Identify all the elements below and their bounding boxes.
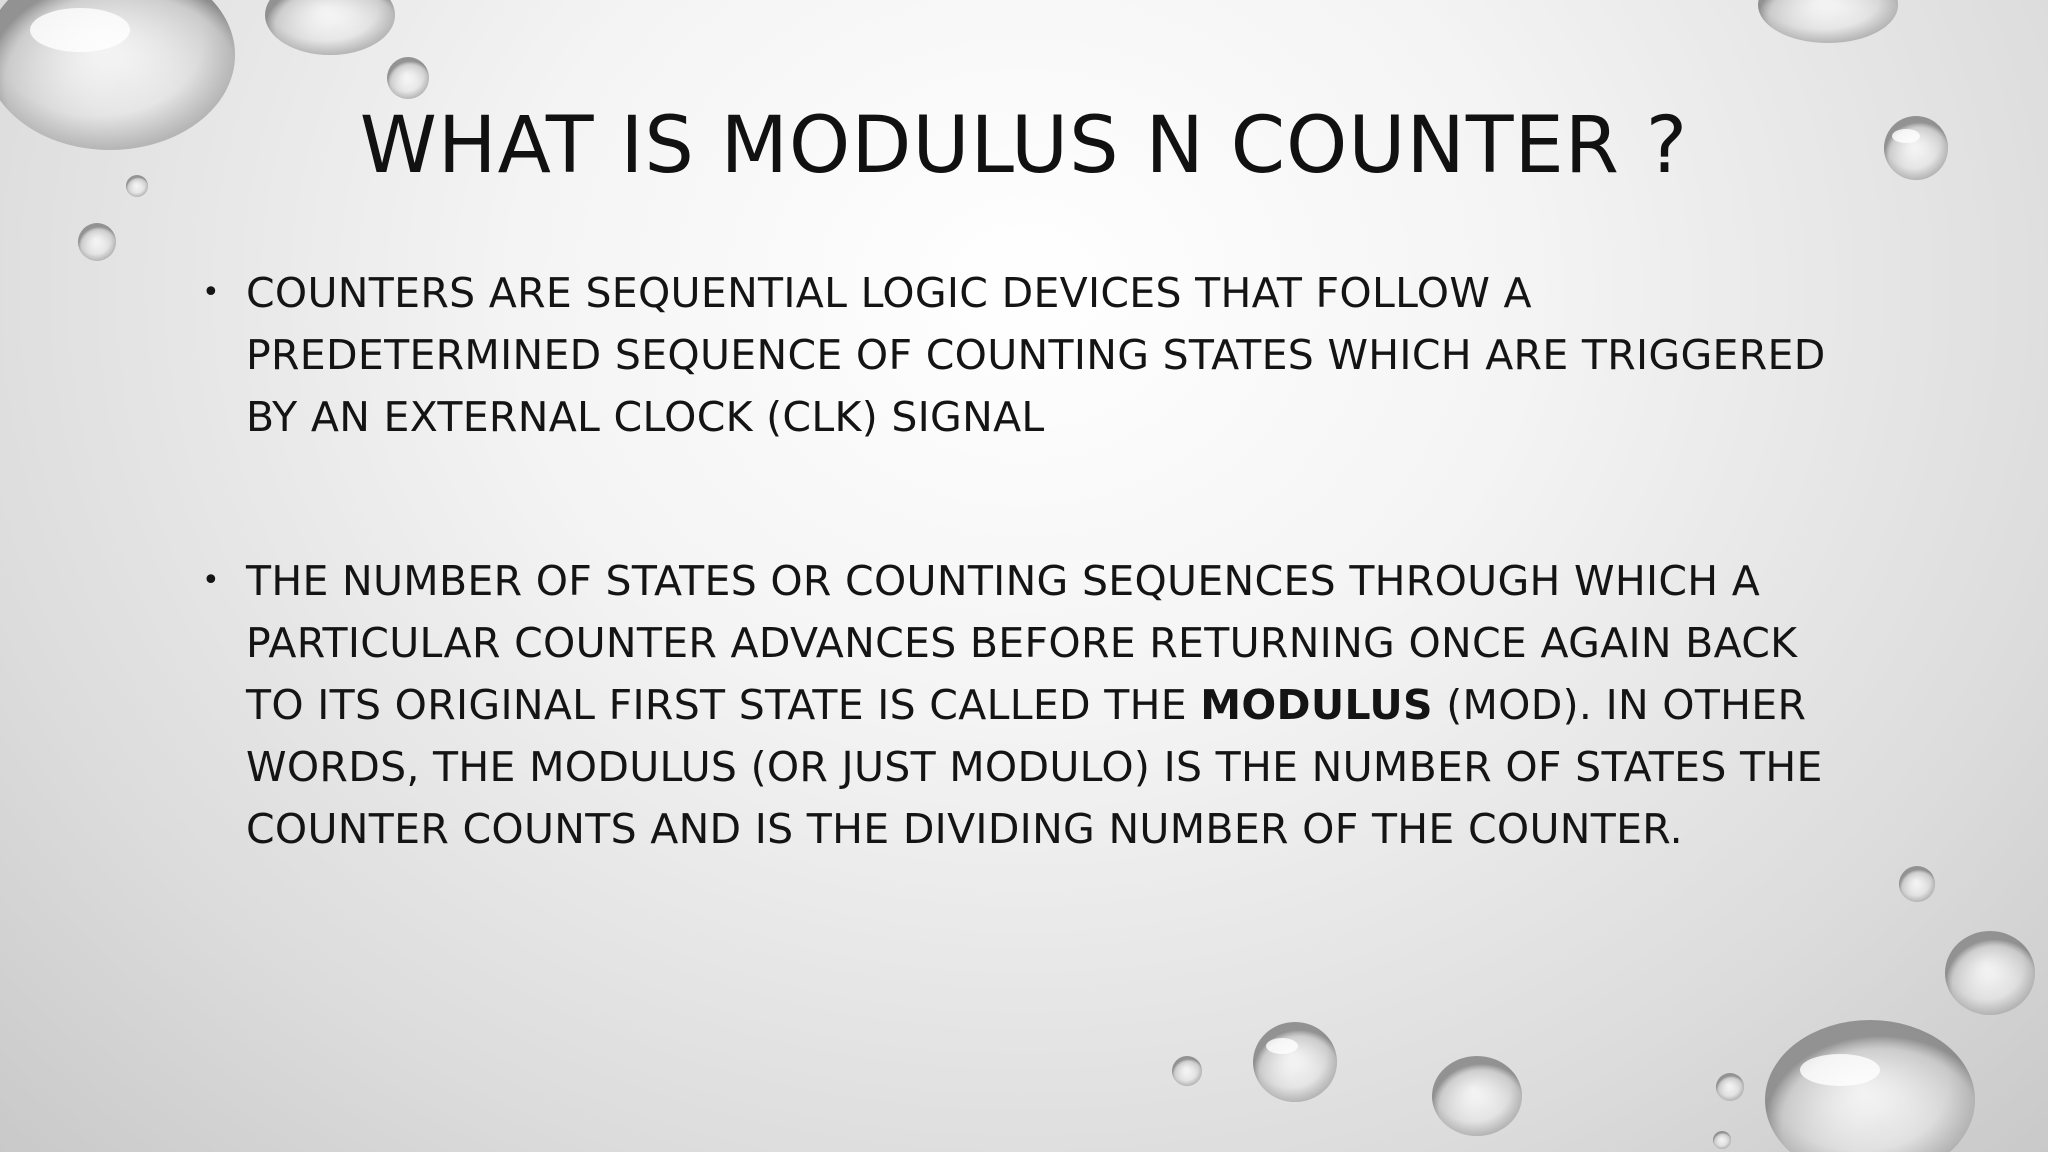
droplet-top-left-3 bbox=[387, 57, 429, 99]
bullet-item-modulus bbox=[200, 550, 1840, 860]
droplet-bottom-center-2 bbox=[1253, 1022, 1337, 1102]
droplet-bottom-right-1 bbox=[1899, 866, 1935, 902]
bullet-text-bold-term: MODULUS bbox=[1200, 681, 1433, 729]
droplet-top-left-2 bbox=[265, 0, 395, 55]
slide-title: WHAT IS MODULUS N COUNTER ? bbox=[359, 101, 1689, 191]
droplet-bottom-center-1 bbox=[1172, 1056, 1202, 1086]
droplet-bottom-right-4 bbox=[1716, 1073, 1744, 1101]
droplet-bottom-center-3 bbox=[1432, 1056, 1522, 1136]
bullet-marker: • bbox=[202, 275, 220, 310]
droplet-top-left-5 bbox=[78, 223, 116, 261]
droplet-bottom-right-3 bbox=[1765, 1020, 1975, 1152]
droplet-bottom-right-2 bbox=[1945, 931, 2035, 1015]
bullet-text: COUNTERS ARE SEQUENTIAL LOGIC DEVICES THAT FOLLOW A PREDETERMINED SEQUENCE OF COUNTING STATES WHICH ARE TRIGGERED BY AN EXTERNAL CLOCK (CLK) SIGNAL bbox=[246, 269, 1826, 441]
bullet-text-after: (MOD). IN OTHER WORDS, THE MODULUS (OR JUST MODULO) IS THE NUMBER OF STATES THE COUNTER COUNTS AND IS THE DIVIDING NUMBER OF THE COUNTER. bbox=[246, 681, 1823, 853]
bullet-marker: • bbox=[202, 563, 220, 598]
droplet-top-right-1 bbox=[1758, 0, 1898, 43]
bullet-text-before: THE NUMBER OF STATES OR COUNTING SEQUENCES THROUGH WHICH A PARTICULAR COUNTER ADVANCES BEFORE RETURNING ONCE AGAIN BACK TO ITS ORIGINAL FIRST STATE IS CALLED THE bbox=[246, 557, 1798, 729]
bullet-item-counters bbox=[200, 262, 1840, 448]
droplet-bottom-right-5 bbox=[1713, 1131, 1731, 1149]
bullet-list bbox=[200, 262, 1840, 860]
